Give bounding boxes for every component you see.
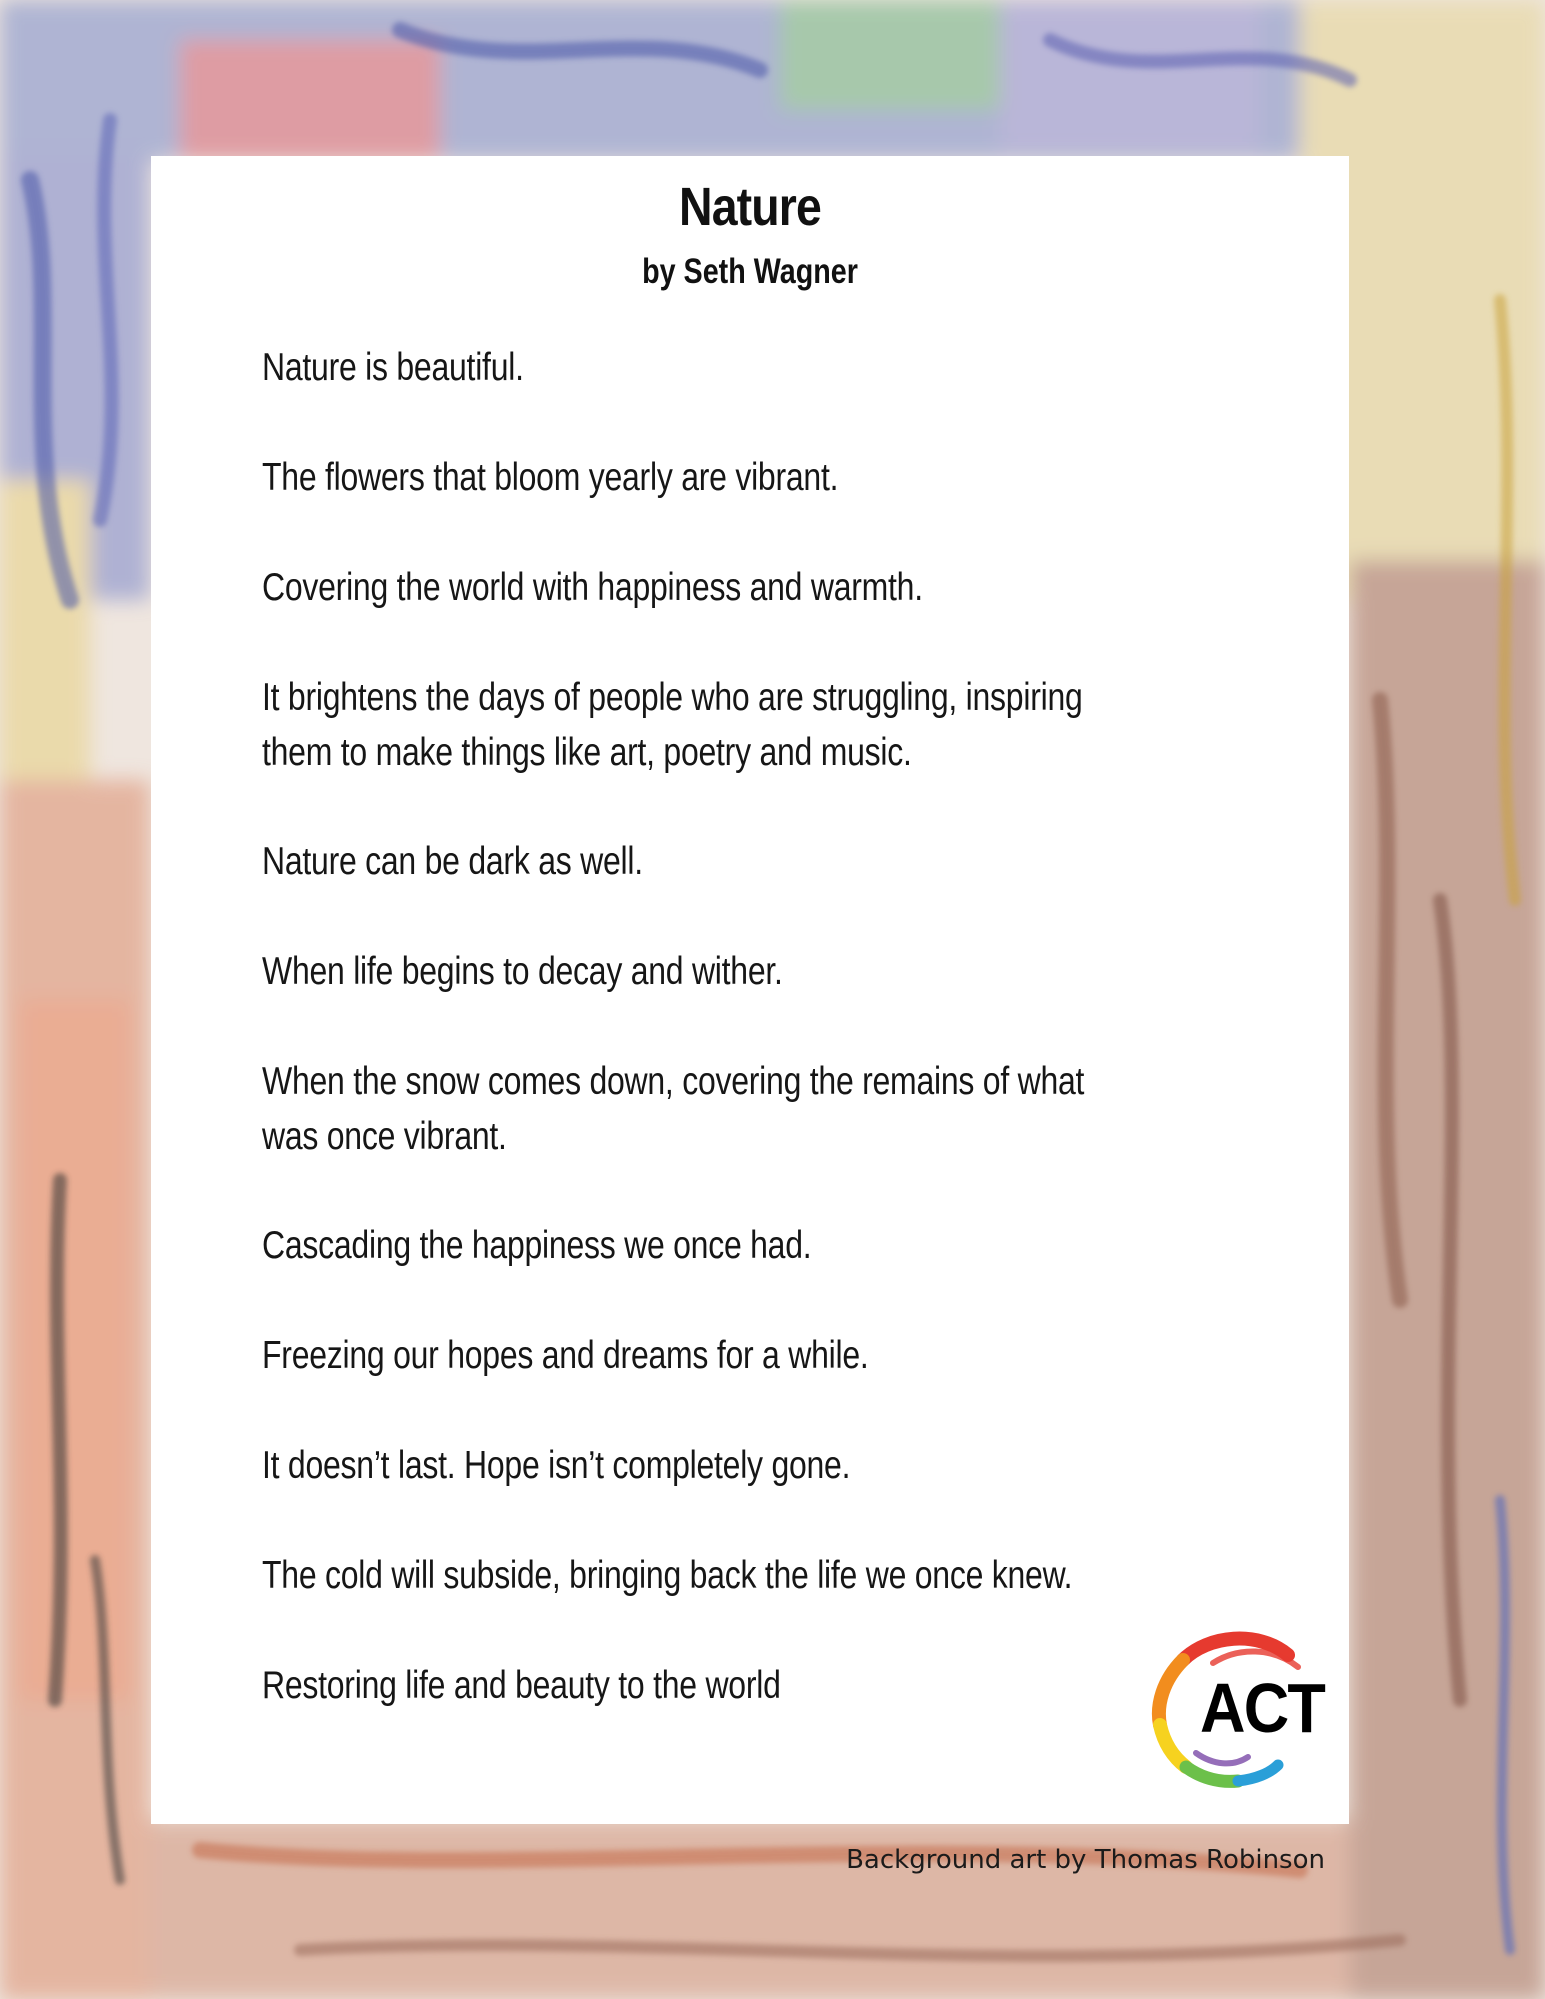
poem-line: It brightens the days of people who are struggling, inspiring [262,676,1083,719]
stanza [262,1054,1084,1164]
act-logo-text: ACT [1200,1669,1325,1747]
poem-line: The cold will subside, bringing back the life we once knew. [262,1554,1073,1597]
poem-line: When the snow comes down, covering the remains of what [262,1060,1085,1103]
stanza [262,1218,811,1273]
poem-line: The flowers that bloom yearly are vibrant. [262,456,839,499]
stanza [262,560,923,615]
stanza [262,1438,850,1493]
poem-line: them to make things like art, poetry and music. [262,731,912,774]
poem-line: was once vibrant. [262,1115,507,1158]
stanza [262,1658,781,1713]
poem-card [151,156,1349,1824]
background-art-credit: Background art by Thomas Robinson [846,1845,1325,1875]
stanza [262,1328,869,1383]
stanza [262,450,838,505]
poem-line: It doesn’t last. Hope isn’t completely gone. [262,1444,851,1487]
poem-line: Nature is beautiful. [262,346,524,389]
poem-author: by Seth Wagner [642,252,858,291]
stanza [262,340,524,395]
poem-line: Cascading the happiness we once had. [262,1224,812,1267]
stanza [262,1548,1072,1603]
poem-line: Covering the world with happiness and warmth. [262,566,923,609]
poem-line: Freezing our hopes and dreams for a while. [262,1334,869,1377]
stanza [262,670,1083,780]
poem-line: When life begins to decay and wither. [262,950,783,993]
stanza [262,944,783,999]
poem-title: Nature [679,177,821,237]
poem-line: Restoring life and beauty to the world [262,1664,781,1707]
act-logo [1138,1625,1328,1800]
stanza [262,834,643,889]
poem-line: Nature can be dark as well. [262,840,643,883]
